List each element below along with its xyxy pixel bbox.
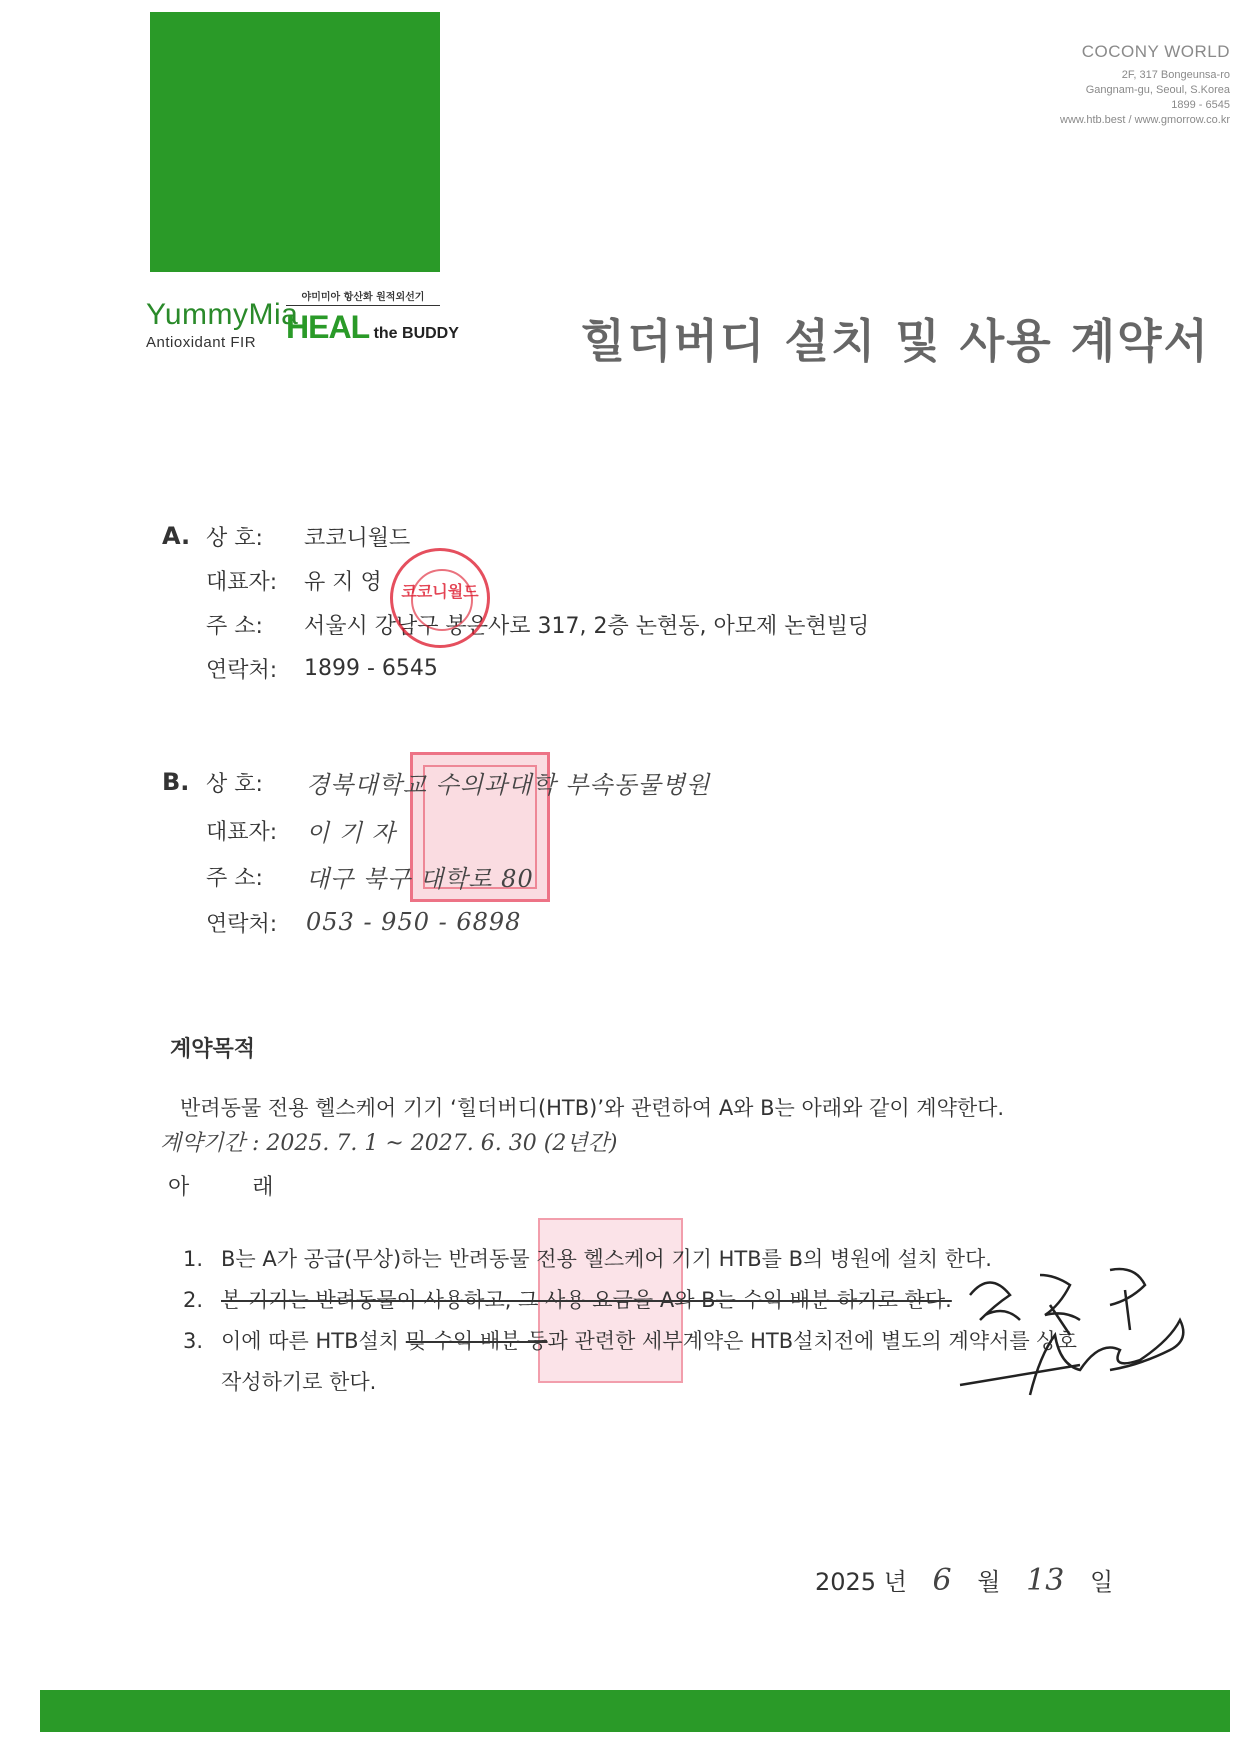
party-b-rep-row [206,810,396,850]
company-phone: 1899 - 6545 [1171,99,1230,111]
date-day-handwritten: 13 [1026,1563,1065,1598]
date-year-unit: 년 [883,1568,907,1596]
party-b-contact-row [206,902,521,942]
party-b-address-handwritten: 대구 북구 대학로 80 [306,864,534,893]
clause-3-line2: 작성하기로 한다. [221,1370,377,1394]
clause-3-text-before: 이에 따른 HTB설치 [221,1329,406,1353]
party-a-contact: 1899 - 6545 [304,655,438,681]
contract-period-label: 계약기간 : [160,1131,260,1156]
label-representative: 대표자: [206,819,278,845]
party-a-seal-stamp [390,548,490,648]
party-a-name-row [206,516,410,556]
company-address-line2: Gangnam-gu, Seoul, S.Korea [1085,84,1230,96]
label-name: 상 호: [206,771,263,797]
date-day-unit: 일 [1089,1568,1114,1596]
document-title: 힐더버디 설치 및 사용 계약서 [580,314,1210,368]
party-b-name-row [206,762,710,802]
label-name: 상 호: [206,525,263,551]
party-a-address-row [206,604,869,644]
clause-3-text-after: 과 관련한 세부계약은 HTB설치전에 별도의 계약서를 상호 [547,1329,1077,1353]
green-footer-bar [40,1690,1230,1732]
clause-2-number: 2. [183,1288,204,1312]
purpose-text: 반려동물 전용 헬스케어 기기 ‘힐더버디(HTB)’와 관련하여 A와 B는 아래와 같이 계약한다. [180,1096,1005,1120]
party-a-representative: 유 지 영 [304,569,382,595]
party-a-rep-row [206,560,382,600]
company-address-line1: 2F, 317 Bongeunsa-ro [1121,69,1230,81]
healthebuddy-tagline: 야미미아 항산화 원적외선기 [286,288,440,306]
clause-1-text: B는 A가 공급(무상)하는 반려동물 전용 헬스케어 기기 HTB를 B의 병원에 설치 한다. [221,1247,992,1271]
heal-word: HEAL [286,309,370,345]
label-address: 주 소: [206,613,263,639]
label-address: 주 소: [206,865,263,891]
party-a-letter: A. [162,522,191,550]
party-a-address: 서울시 강남구 봉은사로 317, 2층 논현동, 아모제 논현빌딩 [304,613,870,639]
clause-3-number: 3. [183,1329,204,1353]
yummymia-logo [146,300,298,351]
the-buddy-word: the BUDDY [373,325,459,342]
green-header-block [150,12,440,272]
yummymia-subtitle: Antioxidant FIR [146,334,257,351]
handwritten-signature [950,1255,1210,1405]
purpose-heading: 계약목적 [170,1037,256,1062]
party-b-representative-handwritten: 이 기 자 [306,818,396,847]
party-b-name-handwritten: 경북대학교 수의과대학 부속동물병원 [306,770,711,799]
yummymia-wordmark: YummyMia [146,298,299,331]
label-contact: 연락처: [206,657,278,683]
party-a-seal-text: 코코니월드 [401,582,479,601]
company-info [810,42,1230,128]
date-month-unit: 월 [977,1568,1001,1596]
label-contact: 연락처: [206,911,278,937]
healthebuddy-wordmark [286,309,459,346]
clause-2-struck [183,1284,952,1314]
contract-period-value: 2025. 7. 1 ~ 2027. 6. 30 (2년간) [266,1131,618,1156]
company-name: COCONY WORLD [1081,42,1230,61]
healthebuddy-logo [286,288,459,346]
contract-period-handwritten [160,1126,617,1157]
party-a-name: 코코니월드 [304,525,411,551]
company-websites: www.htb.best / www.gmorrow.co.kr [1060,114,1230,126]
party-b-address-row [206,856,534,896]
clause-2-text: 본 기기는 반려동물이 사용하고, 그 사용 요금을 A와 B는 수익 배분 하기로 한다. [221,1288,952,1312]
date-year: 2025 [815,1568,877,1596]
clause-1 [183,1243,992,1273]
clause-3-struck-text: 및 수익 배분 등 [405,1329,548,1353]
contract-date [815,1562,1113,1598]
party-b-contact-handwritten: 053 - 950 - 6898 [306,908,522,936]
section-heading: 아 래 [168,1175,302,1200]
clause-1-number: 1. [183,1247,204,1271]
party-b-letter: B. [162,768,190,796]
clause-3 [183,1325,1077,1355]
label-representative: 대표자: [206,569,278,595]
date-month-handwritten: 6 [932,1563,952,1598]
party-a-contact-row [206,648,438,688]
